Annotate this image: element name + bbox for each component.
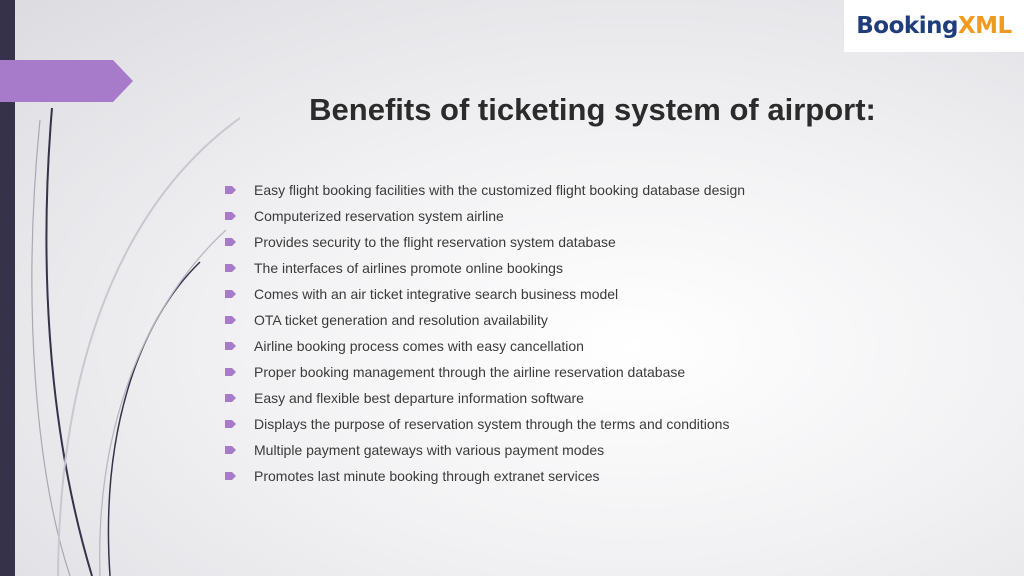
arrow-bullet-icon xyxy=(225,420,236,428)
bullet-text: Airline booking process comes with easy cancellation xyxy=(254,338,584,354)
arrow-bullet-icon xyxy=(225,394,236,402)
list-item xyxy=(225,437,745,463)
list-item xyxy=(225,463,745,489)
bullet-text: Multiple payment gateways with various payment modes xyxy=(254,442,605,458)
bullet-text: OTA ticket generation and resolution availability xyxy=(254,312,548,328)
arrow-bullet-icon xyxy=(225,238,236,246)
logo-text-booking: Booking xyxy=(856,13,958,39)
list-item xyxy=(225,229,745,255)
list-item xyxy=(225,411,745,437)
slide-title: Benefits of ticketing system of airport: xyxy=(309,92,876,127)
bullet-text: Promotes last minute booking through extranet services xyxy=(254,468,600,484)
arrow-bullet-icon xyxy=(225,290,236,298)
bullet-text: Easy flight booking facilities with the customized flight booking database design xyxy=(254,182,746,198)
list-item xyxy=(225,307,745,333)
arrow-bullet-icon xyxy=(225,212,236,220)
list-item xyxy=(225,333,745,359)
arrow-bullet-icon xyxy=(225,264,236,272)
logo-text-xml: XML xyxy=(957,13,1012,39)
list-item xyxy=(225,359,745,385)
bullet-text: Comes with an air ticket integrative search business model xyxy=(254,286,619,302)
list-item xyxy=(225,255,745,281)
bullet-text: Displays the purpose of reservation system through the terms and conditions xyxy=(254,416,730,432)
arrow-bullet-icon xyxy=(225,186,236,194)
bullet-text: Easy and flexible best departure information software xyxy=(254,390,584,406)
list-item xyxy=(225,177,745,203)
bullet-text: Computerized reservation system airline xyxy=(254,208,504,224)
arrow-bullet-icon xyxy=(225,446,236,454)
purple-tab-arrow xyxy=(0,60,133,102)
benefits-list xyxy=(225,177,745,489)
list-item xyxy=(225,281,745,307)
bullet-text: Provides security to the flight reservation system database xyxy=(254,234,616,250)
bookingxml-logo xyxy=(844,0,1024,52)
arrow-bullet-icon xyxy=(225,342,236,350)
list-item xyxy=(225,385,745,411)
bullet-text: The interfaces of airlines promote online bookings xyxy=(254,260,563,276)
arrow-bullet-icon xyxy=(225,368,236,376)
arrow-bullet-icon xyxy=(225,472,236,480)
arrow-bullet-icon xyxy=(225,316,236,324)
bullet-text: Proper booking management through the airline reservation database xyxy=(254,364,686,380)
list-item xyxy=(225,203,745,229)
